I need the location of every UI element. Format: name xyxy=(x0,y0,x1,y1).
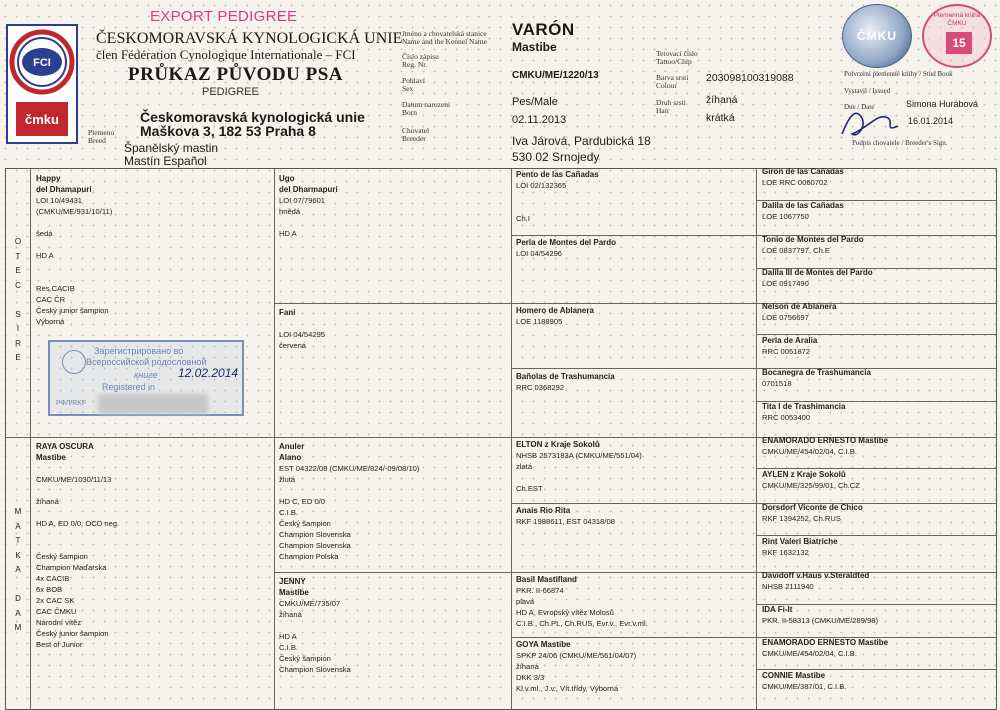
dog-info-line: šedá xyxy=(36,229,53,238)
side-letter xyxy=(6,578,30,593)
dog-name-line: Perla de Montes del Pardo xyxy=(516,238,617,247)
dog-info-line: C.I.B. xyxy=(279,508,298,517)
dog-hair: krátká xyxy=(706,112,735,124)
org-name: ČESKOMORAVSKÁ KYNOLOGICKÁ UNIE xyxy=(96,30,403,47)
dog-info-line: CAC ČMKU xyxy=(36,607,77,616)
dog-info-line: LOE 1188905 xyxy=(516,317,563,326)
dog-name-line: Dalila de las Cañadas xyxy=(762,201,844,210)
dog-name-line: Anuler xyxy=(279,442,305,451)
dog-info-line: Výborná xyxy=(36,317,65,326)
dog-info-line xyxy=(36,463,270,474)
dog-info-line: 4x CACIB xyxy=(36,574,70,583)
dog-info-line: RKF 1394252, Ch.RUS xyxy=(762,514,841,523)
dog-info-line: Best of Junior xyxy=(36,640,83,649)
dog-info-line: žlutá xyxy=(279,475,296,484)
side-letter: E xyxy=(15,266,21,275)
pedigree-cell-sssd xyxy=(762,200,994,233)
dog-info-line xyxy=(36,507,270,518)
dog-info-line: Český šampion xyxy=(279,654,331,663)
pedigree-cell-dds xyxy=(516,574,752,636)
dog-info-line xyxy=(516,202,752,213)
logo-cmku-text: čmku xyxy=(25,112,59,127)
label-breeder: Chovatel Breeder xyxy=(402,126,430,143)
dog-info-line xyxy=(36,217,270,228)
dog-info-line: Český junior šampion xyxy=(36,629,109,638)
dog-name-line: ELTON z Kraje Sokolů xyxy=(516,440,600,449)
dog-info-line: CMKU/ME/454/02/04, C.I.B. xyxy=(762,649,857,658)
dog-name-line: Giron de las Cañadas xyxy=(762,167,844,176)
pedigree-cell-ddds xyxy=(762,637,994,670)
side-letter: M xyxy=(14,623,22,632)
dog-info-line xyxy=(36,529,270,540)
dog-info-line: Champion Slovenska xyxy=(279,530,351,539)
dog-name-line: del Dhamapuri xyxy=(36,185,92,194)
pedigree-cell-ddsd xyxy=(762,604,994,637)
cmku-fci-logo xyxy=(6,24,78,144)
dog-info-line: LOE 0756697 xyxy=(762,313,809,322)
dog-name-line: JENNY xyxy=(279,577,306,586)
dog-info-line: HD A, ED 0/0, OCD neg. xyxy=(36,519,120,528)
dog-info-line: RRC 0051872 xyxy=(762,347,811,356)
dog-info-line: CMKU/ME/387/01, C.I.B. xyxy=(762,682,847,691)
dog-info-line xyxy=(36,239,270,250)
pedigree-cell-sds xyxy=(516,305,752,367)
rkf-emblem-icon xyxy=(62,350,86,374)
dog-info-line: žíhaná xyxy=(36,497,59,506)
side-letter: O xyxy=(14,237,22,246)
fci-member-line: člen Fédération Cynologique Internationale – FCI xyxy=(96,47,356,62)
dog-name-line: Davidoff v.Haus v.Steraldted xyxy=(762,571,870,580)
dog-info-line: hnědá xyxy=(279,207,301,216)
registration-stamp-en: Registered in xyxy=(102,382,156,392)
dog-info-line: DKK 3/3 xyxy=(516,673,545,682)
dog-name-line: Alano xyxy=(279,453,302,462)
breed-cz: Španělský mastin xyxy=(124,141,219,155)
side-letter: D xyxy=(15,594,21,603)
pedigree-cell-dsss xyxy=(762,435,994,468)
dog-name-line: IDA Fi-It xyxy=(762,605,793,614)
pedigree-cell-ds xyxy=(279,441,507,569)
dog-info-line: HD C, ED 0/0 xyxy=(279,497,325,506)
dog-name-line: Bañolas de Trashumancia xyxy=(516,372,615,381)
breeder-line-1: Iva Járová, Pardubická 18 xyxy=(512,134,651,148)
dog-name-line: Mastibe xyxy=(36,453,66,462)
dog-info-line: 2x CAC SK xyxy=(36,596,75,605)
dog-name-line: Tita I de Trashimancia xyxy=(762,402,846,411)
address-line-2: Maškova 3, 182 53 Praha 8 xyxy=(140,123,316,139)
page-title: PRŮKAZ PŮVODU PSA xyxy=(128,64,344,85)
pedigree-cell-ssss xyxy=(762,166,994,199)
hologram-sticker xyxy=(842,4,912,68)
label-breed: Plemeno Breed xyxy=(88,128,115,145)
dog-info-line: Champion Slovenska xyxy=(279,541,351,550)
dog-info-line: červená xyxy=(279,341,307,350)
dog-info-line: Ch.I xyxy=(516,214,530,223)
pedigree-cell-dsds xyxy=(762,502,994,535)
pedigree-cell-dsdd xyxy=(762,536,994,569)
side-letter: T xyxy=(15,536,21,545)
label-reg-no: Číslo zápisu Reg. Nr. xyxy=(402,52,439,69)
stud-book-stamp-text: Plemenná kniha ČMKU xyxy=(933,12,981,27)
pedigree-cell-sss xyxy=(516,169,752,233)
dog-name-line: Anais Rio Rita xyxy=(516,506,571,515)
dog-info-line xyxy=(279,620,507,631)
dog-info-line xyxy=(36,272,270,283)
dog-colour: žíhaná xyxy=(706,94,738,106)
side-letter: E xyxy=(15,353,21,362)
dog-info-line: LOE RRC 0060702 xyxy=(762,178,828,187)
dog-info-line: PKR. II-58313 (CMKU/ME/289/98) xyxy=(762,616,879,625)
dog-name-line: del Dharmapuri xyxy=(279,185,338,194)
side-label-dam xyxy=(6,505,30,636)
dog-info-line: Champion Polska xyxy=(279,552,339,561)
dog-info-line: Champion Slovenska xyxy=(279,665,351,674)
registration-stamp-line-2: Всероссийской родословной xyxy=(86,357,207,367)
dog-name-line: Perla de Aralia xyxy=(762,336,818,345)
dog-name-line: Basil Mastifland xyxy=(516,575,577,584)
dog-info-line: Champion Maďarska xyxy=(36,563,107,572)
issued-by: Simona Hurábová xyxy=(906,99,979,109)
dog-info-line: SPKP 24/06 (CMKU/ME/561/04/07) xyxy=(516,651,637,660)
dog-info-line: LOI 07/79601 xyxy=(279,196,326,205)
pedigree-cell-sdd xyxy=(516,371,752,435)
dog-info-line: Národní vítěz xyxy=(36,618,82,627)
pedigree-cell-ssds xyxy=(762,234,994,267)
dog-sex: Pes/Male xyxy=(512,96,558,108)
dog-info-line xyxy=(279,217,507,228)
dog-info-line xyxy=(279,485,507,496)
registration-stamp-line-1: Зарегистрировано во xyxy=(94,346,184,356)
dog-name-line: RAYA OSCURA xyxy=(36,442,94,451)
side-letter: A xyxy=(15,565,21,574)
dog-info-line xyxy=(36,540,270,551)
pedigree-cell-dddd xyxy=(762,670,994,708)
pedigree-cell-ddss xyxy=(762,570,994,603)
dog-name-line: Bocanegra de Trashumancia xyxy=(762,368,871,377)
dog-chip: 203098100319088 xyxy=(706,72,794,84)
dog-info-line: CMKU/ME/1030/11/13 xyxy=(36,475,112,484)
page-subtitle: PEDIGREE xyxy=(202,86,259,98)
dog-info-line: C.I.B. xyxy=(279,643,298,652)
stud-book-stamp-number: 15 xyxy=(946,32,972,54)
dog-info-line: Český šampion xyxy=(36,552,88,561)
dog-info-line: NHSB 2573183A (CMKU/ME/551/04) xyxy=(516,451,642,460)
side-letter: S xyxy=(15,309,21,319)
pedigree-cell-ddd xyxy=(516,639,752,709)
pedigree-cell-sddd xyxy=(762,401,994,434)
dog-info-line: CMKU/ME/325/99/01, Ch.CZ xyxy=(762,481,860,490)
issue-date: 16.01.2014 xyxy=(908,116,954,126)
dog-reg-no: CMKU/ME/1220/13 xyxy=(512,70,599,81)
dog-info-line: Res.CACIB xyxy=(36,284,75,293)
pedigree-cell-dssd xyxy=(762,469,994,502)
hologram-text: ČMKU xyxy=(857,29,897,43)
registration-date: 12.02.2014 xyxy=(178,366,239,380)
address-line-1: Českomoravská kynologická unie xyxy=(140,109,365,125)
side-letter: M xyxy=(14,507,22,516)
label-issued: Vystavil / Issued xyxy=(844,87,891,95)
side-letter: C xyxy=(15,280,21,290)
dog-name-line: Mastibe xyxy=(279,588,309,597)
dog-info-line: LOI 04/54296 xyxy=(516,249,563,258)
dog-name-line: Nelson de Ablanera xyxy=(762,302,837,311)
dog-info-line xyxy=(516,191,752,202)
dog-info-line: plavá xyxy=(516,597,535,606)
dog-name-line: ENAMORADO ERNESTO Mastibe xyxy=(762,436,889,445)
pedigree-cell-ssdd xyxy=(762,267,994,300)
dog-name-line: Happy xyxy=(36,174,61,183)
dog-info-line: LOI 04/54295 xyxy=(279,330,326,339)
dog-info-line: RKF 1988611, EST 04318/08 xyxy=(516,517,615,526)
dog-info-line: (CMKU/ME/931/10/11) xyxy=(36,207,113,216)
redacted-area xyxy=(98,394,208,414)
label-colour: Barva srsti Colour xyxy=(656,73,689,90)
dog-info-line: LOE 0837797, Ch.E xyxy=(762,246,830,255)
dog-info-line: Český junior šampion xyxy=(36,306,109,315)
dog-info-line: RKF 1632132 xyxy=(762,548,809,557)
dog-info-line: EST 04322/08 (CMKU/ME/824/-09/08/10) xyxy=(279,464,420,473)
dog-info-line: PKR. II-66874 xyxy=(516,586,564,595)
dog-name-line: Ugo xyxy=(279,174,295,183)
pedigree-cell-sdds xyxy=(762,367,994,400)
side-letter: K xyxy=(15,550,21,560)
dog-info-line: 0701518 xyxy=(762,379,792,388)
dog-born: 02.11.2013 xyxy=(512,114,567,126)
export-pedigree-stamp: EXPORT PEDIGREE xyxy=(150,8,298,25)
dog-name-line: Dalila III de Montes del Pardo xyxy=(762,268,873,277)
dog-name-line: Fani xyxy=(279,308,296,317)
pedigree-cell-dd xyxy=(279,576,507,708)
dog-name-line: Rint Valeri Biatriche xyxy=(762,537,838,546)
dog-info-line: Kl.v.ml., J.v., Vít.třídy, Výborná xyxy=(516,684,619,693)
label-breeder-sign: Podpis chovatele / Breeder's Sign. xyxy=(852,139,948,147)
pedigree-cell-dsd xyxy=(516,505,752,569)
pedigree-table xyxy=(5,168,997,710)
logo-fci-text: FCI xyxy=(33,57,51,69)
dog-info-line xyxy=(36,485,270,496)
label-stud-book: Potvrzení plemenné knihy / Stud Book xyxy=(844,70,953,78)
dog-name-line: Tonio de Montes del Pardo xyxy=(762,235,864,244)
fci-emblem-icon xyxy=(8,26,76,142)
label-chip: Tetovací číslo Tattoo/Chip xyxy=(656,49,698,66)
dog-info-line: HD A xyxy=(36,251,54,260)
pedigree-cell-dss xyxy=(516,439,752,501)
dog-info-line: RRC 0053400 xyxy=(762,413,811,422)
side-letter: T xyxy=(15,251,21,261)
dog-kennel: Mastibe xyxy=(512,40,557,54)
dog-info-line: CMKU/ME/454/02/04, C.I.B. xyxy=(762,447,857,456)
side-letter xyxy=(6,293,30,308)
dog-info-line: LOI 02/132365 xyxy=(516,181,567,190)
dog-info-line xyxy=(279,318,507,329)
pedigree-cell-ssd xyxy=(516,237,752,301)
dog-info-line: Český šampion xyxy=(279,519,331,528)
dog-name-line: GOYA Mastibe xyxy=(516,640,571,649)
dog-name-line: Dorsdorf Viconte de Chico xyxy=(762,503,863,512)
dog-info-line: LOE 1067750 xyxy=(762,212,809,221)
dog-info-line: HD A xyxy=(279,229,297,238)
pedigree-cell-sdsd xyxy=(762,335,994,368)
pedigree-cell-sdss xyxy=(762,301,994,334)
label-hair: Druh srsti Hair xyxy=(656,98,686,115)
side-letter: I xyxy=(16,324,20,333)
side-letter: R xyxy=(15,338,21,348)
registration-stamp-prefix: РФЛ/RKF xyxy=(56,400,87,407)
dog-info-line: CMKU/ME/735/07 xyxy=(279,599,341,608)
label-name-kennel: Jméno a chovatelská stanice Name and the Kennel Name xyxy=(402,29,487,46)
dog-info-line: zlatá xyxy=(516,462,533,471)
dog-name: VARÓN xyxy=(512,20,575,39)
stud-book-stamp xyxy=(922,4,992,68)
dog-info-line: HD A xyxy=(279,632,297,641)
dog-info-line: NHSB 2111940 xyxy=(762,582,814,591)
breed-es: Mastín Español xyxy=(124,154,207,168)
pedigree-cell-dam xyxy=(36,441,270,709)
pedigree-cell-ss xyxy=(279,173,507,301)
dog-info-line: žíhaná xyxy=(516,662,539,671)
dog-name-line: Pento de las Cañadas xyxy=(516,170,599,179)
dog-info-line: Ch.EST xyxy=(516,484,543,493)
label-due-date: Due / Date xyxy=(844,103,875,111)
breeder-line-2: 530 02 Srnojedy xyxy=(512,150,600,164)
dog-info-line xyxy=(36,261,270,272)
dog-info-line: RRC 0368292 xyxy=(516,383,565,392)
label-sex: Pohlaví Sex xyxy=(402,76,425,93)
side-label-sire xyxy=(6,235,30,366)
dog-name-line: AYLEN z Kraje Sokolů xyxy=(762,470,846,479)
side-letter: A xyxy=(15,521,21,531)
dog-info-line: C.I.B., Ch.PL, Ch.RUS, Evr.v., Evr.v.ml. xyxy=(516,619,648,628)
dog-info-line: LOE 0917490 xyxy=(762,279,809,288)
dog-info-line: LOI 10/49431 xyxy=(36,196,83,205)
pedigree-cell-sd xyxy=(279,307,507,435)
dog-info-line: žíhaná xyxy=(279,610,302,619)
dog-name-line: Homero de Ablanera xyxy=(516,306,594,315)
dog-info-line: CAC ČR xyxy=(36,295,66,304)
label-born: Datum narození Born xyxy=(402,100,451,117)
dog-info-line: HD A, Evropský vítěz Molosů xyxy=(516,608,614,617)
side-letter: A xyxy=(15,608,21,618)
dog-name-line: ENAMORADO ERNESTO Mastibe xyxy=(762,638,889,647)
dog-name-line: CONNIE Mastibe xyxy=(762,671,826,680)
breeder-signature xyxy=(838,104,908,144)
dog-info-line: 6x BOB xyxy=(36,585,63,594)
registration-stamp-line-3: книге xyxy=(134,370,158,380)
dog-info-line xyxy=(516,472,752,483)
